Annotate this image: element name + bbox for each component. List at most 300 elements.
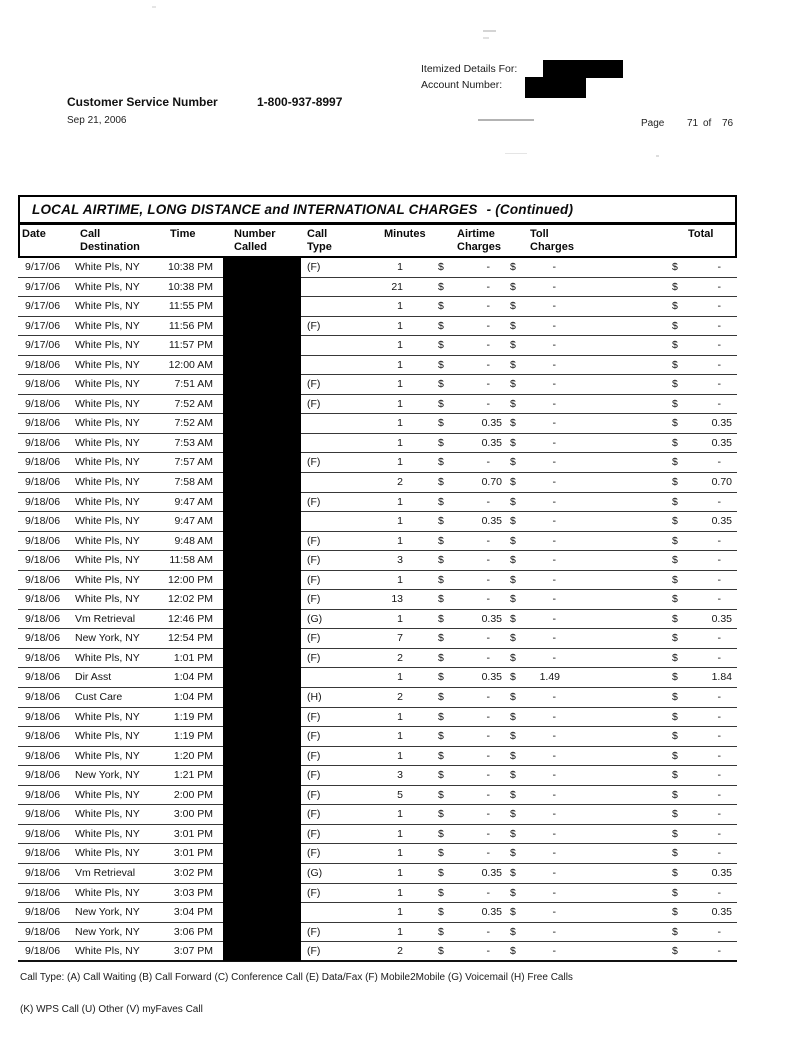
cell-airtime-value: 0.35	[481, 436, 502, 449]
page-total: 76	[722, 118, 734, 129]
cell-airtime-currency: $	[438, 417, 444, 430]
cell-destination: White Pls, NY	[75, 847, 140, 860]
table-row	[18, 434, 737, 454]
table-row	[18, 923, 737, 943]
cell-minutes: 3	[397, 554, 403, 567]
cell-destination: White Pls, NY	[75, 651, 140, 664]
cell-toll-value: -	[552, 593, 556, 606]
cell-total-value: -	[717, 651, 721, 664]
cell-airtime-value: 0.35	[481, 612, 502, 625]
cell-minutes: 1	[397, 612, 403, 625]
table-row	[18, 356, 737, 376]
cell-destination: White Pls, NY	[75, 300, 140, 313]
cell-minutes: 2	[397, 651, 403, 664]
cell-time: 12:46 PM	[168, 612, 213, 625]
cell-total-currency: $	[672, 417, 678, 430]
cell-destination: White Pls, NY	[75, 827, 140, 840]
cell-time: 1:19 PM	[173, 730, 213, 743]
cell-toll-currency: $	[510, 866, 516, 879]
cell-date: 9/18/06	[25, 593, 61, 606]
cell-time: 9:48 AM	[174, 534, 213, 547]
cell-destination: White Pls, NY	[75, 573, 140, 586]
cell-time: 3:06 PM	[173, 925, 213, 938]
cell-total-currency: $	[672, 925, 678, 938]
table-row	[18, 610, 737, 630]
cell-airtime-currency: $	[438, 378, 444, 391]
cell-time: 3:03 PM	[173, 886, 213, 899]
cell-airtime-currency: $	[438, 925, 444, 938]
cell-toll-currency: $	[510, 515, 516, 528]
cell-toll-currency: $	[510, 397, 516, 410]
cell-time: 1:04 PM	[173, 691, 213, 704]
cell-total-value: -	[717, 632, 721, 645]
cell-time: 12:00 PM	[168, 573, 213, 586]
cell-destination: Cust Care	[75, 691, 123, 704]
cell-call-type: (F)	[307, 749, 321, 762]
cell-airtime-currency: $	[438, 300, 444, 313]
cell-total-value: -	[717, 319, 721, 332]
cell-toll-value: -	[552, 319, 556, 332]
cell-destination: White Pls, NY	[75, 788, 140, 801]
customer-service-label: Customer Service Number	[67, 95, 218, 109]
cell-total-value: -	[717, 280, 721, 293]
cell-destination: White Pls, NY	[75, 945, 140, 958]
cell-call-type: (F)	[307, 378, 321, 391]
cell-airtime-currency: $	[438, 593, 444, 606]
cell-date: 9/18/06	[25, 730, 61, 743]
cell-airtime-value: -	[486, 593, 490, 606]
cell-total-currency: $	[672, 495, 678, 508]
cell-destination: White Pls, NY	[75, 456, 140, 469]
cell-airtime-currency: $	[438, 691, 444, 704]
cell-call-type: (F)	[307, 593, 321, 606]
cell-minutes: 1	[397, 573, 403, 586]
cell-toll-currency: $	[510, 906, 516, 919]
cell-total-currency: $	[672, 300, 678, 313]
cell-total-value: -	[717, 710, 721, 723]
cell-time: 3:07 PM	[173, 945, 213, 958]
cell-call-type: (F)	[307, 651, 321, 664]
cell-total-currency: $	[672, 691, 678, 704]
cell-total-currency: $	[672, 710, 678, 723]
table-row	[18, 747, 737, 767]
cell-destination: White Pls, NY	[75, 495, 140, 508]
cell-date: 9/18/06	[25, 749, 61, 762]
cell-total-value: -	[717, 573, 721, 586]
table-row	[18, 375, 737, 395]
cell-call-type: (F)	[307, 945, 321, 958]
redaction-box-account	[525, 77, 586, 98]
cell-minutes: 1	[397, 261, 403, 273]
table-row	[18, 629, 737, 649]
cell-airtime-value: -	[486, 651, 490, 664]
cell-time: 10:38 PM	[168, 280, 213, 293]
cell-call-type: (F)	[307, 495, 321, 508]
cell-time: 7:53 AM	[174, 436, 213, 449]
cell-toll-currency: $	[510, 495, 516, 508]
cell-total-currency: $	[672, 261, 678, 273]
cell-toll-currency: $	[510, 847, 516, 860]
cell-destination: New York, NY	[75, 925, 140, 938]
cell-minutes: 2	[397, 691, 403, 704]
cell-airtime-value: -	[486, 300, 490, 313]
cell-airtime-currency: $	[438, 886, 444, 899]
col-header-destination: Call Destination	[80, 228, 140, 253]
cell-airtime-currency: $	[438, 730, 444, 743]
cell-minutes: 1	[397, 378, 403, 391]
call-type-legend-line2: (K) WPS Call (U) Other (V) myFaves Call	[20, 1004, 203, 1015]
cell-airtime-currency: $	[438, 261, 444, 273]
cell-date: 9/18/06	[25, 945, 61, 958]
cell-date: 9/18/06	[25, 476, 61, 489]
table-row	[18, 532, 737, 552]
scan-artifact	[478, 119, 534, 121]
cell-call-type: (F)	[307, 554, 321, 567]
cell-total-value: 0.35	[711, 417, 732, 430]
cell-destination: White Pls, NY	[75, 417, 140, 430]
cell-time: 3:00 PM	[173, 808, 213, 821]
cell-airtime-currency: $	[438, 788, 444, 801]
cell-call-type: (F)	[307, 710, 321, 723]
cell-time: 11:58 AM	[169, 554, 213, 567]
cell-toll-currency: $	[510, 417, 516, 430]
cell-destination: New York, NY	[75, 906, 140, 919]
cell-total-currency: $	[672, 769, 678, 782]
cell-toll-currency: $	[510, 476, 516, 489]
cell-toll-currency: $	[510, 280, 516, 293]
scan-artifact	[483, 37, 489, 39]
page-indicator-label: Page	[641, 118, 665, 129]
table-row	[18, 297, 737, 317]
cell-destination: White Pls, NY	[75, 554, 140, 567]
cell-call-type: (F)	[307, 730, 321, 743]
cell-airtime-value: -	[486, 358, 490, 371]
cell-airtime-value: -	[486, 769, 490, 782]
cell-minutes: 21	[391, 280, 403, 293]
cell-date: 9/18/06	[25, 671, 61, 684]
cell-airtime-currency: $	[438, 945, 444, 958]
cell-time: 12:00 AM	[168, 358, 213, 371]
cell-airtime-value: -	[486, 788, 490, 801]
cell-minutes: 2	[397, 945, 403, 958]
cell-airtime-value: -	[486, 730, 490, 743]
cell-date: 9/18/06	[25, 788, 61, 801]
cell-airtime-value: -	[486, 573, 490, 586]
cell-total-value: -	[717, 456, 721, 469]
cell-total-value: -	[717, 925, 721, 938]
itemized-details-label: Itemized Details For:	[421, 63, 518, 75]
cell-date: 9/17/06	[25, 339, 61, 352]
cell-airtime-value: -	[486, 749, 490, 762]
cell-time: 11:55 PM	[168, 300, 213, 313]
cell-minutes: 1	[397, 808, 403, 821]
cell-airtime-value: -	[486, 710, 490, 723]
cell-total-value: -	[717, 691, 721, 704]
cell-date: 9/17/06	[25, 300, 61, 313]
cell-toll-value: -	[552, 827, 556, 840]
cell-airtime-value: -	[486, 534, 490, 547]
cell-airtime-currency: $	[438, 632, 444, 645]
cell-total-value: -	[717, 554, 721, 567]
cell-total-value: -	[717, 769, 721, 782]
cell-total-value: -	[717, 300, 721, 313]
cell-toll-value: -	[552, 280, 556, 293]
table-row	[18, 708, 737, 728]
table-row	[18, 766, 737, 786]
cell-date: 9/18/06	[25, 651, 61, 664]
cell-time: 12:02 PM	[168, 593, 213, 606]
cell-total-value: -	[717, 886, 721, 899]
cell-toll-currency: $	[510, 593, 516, 606]
cell-minutes: 5	[397, 788, 403, 801]
cell-minutes: 1	[397, 671, 403, 684]
cell-airtime-currency: $	[438, 534, 444, 547]
cell-destination: White Pls, NY	[75, 280, 140, 293]
cell-toll-value: -	[552, 300, 556, 313]
cell-airtime-currency: $	[438, 554, 444, 567]
cell-toll-value: -	[552, 749, 556, 762]
cell-total-value: -	[717, 358, 721, 371]
table-row	[18, 336, 737, 356]
cell-total-currency: $	[672, 827, 678, 840]
cell-toll-currency: $	[510, 827, 516, 840]
cell-toll-value: -	[552, 339, 556, 352]
cell-airtime-currency: $	[438, 280, 444, 293]
cell-minutes: 1	[397, 710, 403, 723]
cell-toll-value: -	[552, 417, 556, 430]
cell-total-value: -	[717, 495, 721, 508]
cell-toll-currency: $	[510, 788, 516, 801]
cell-toll-value: -	[552, 476, 556, 489]
cell-call-type: (H)	[307, 691, 322, 704]
cell-toll-value: -	[552, 847, 556, 860]
cell-total-currency: $	[672, 866, 678, 879]
table-row	[18, 551, 737, 571]
col-header-toll: Toll Charges	[530, 228, 575, 253]
cell-date: 9/18/06	[25, 573, 61, 586]
cell-minutes: 1	[397, 534, 403, 547]
cell-total-value: -	[717, 808, 721, 821]
table-header-row	[20, 225, 735, 258]
cell-time: 11:56 PM	[168, 319, 213, 332]
cell-date: 9/17/06	[25, 280, 61, 293]
cell-destination: New York, NY	[75, 769, 140, 782]
cell-toll-currency: $	[510, 749, 516, 762]
cell-date: 9/18/06	[25, 769, 61, 782]
cell-airtime-value: -	[486, 945, 490, 958]
cell-toll-value: -	[552, 456, 556, 469]
cell-airtime-currency: $	[438, 436, 444, 449]
cell-date: 9/18/06	[25, 612, 61, 625]
table-row	[18, 903, 737, 923]
cell-call-type: (F)	[307, 456, 321, 469]
cell-total-currency: $	[672, 651, 678, 664]
cell-airtime-currency: $	[438, 495, 444, 508]
cell-date: 9/18/06	[25, 808, 61, 821]
cell-airtime-value: 0.70	[481, 476, 502, 489]
cell-minutes: 1	[397, 866, 403, 879]
cell-time: 9:47 AM	[174, 515, 213, 528]
redaction-box-recipient	[543, 60, 623, 78]
cell-total-value: -	[717, 788, 721, 801]
cell-call-type: (F)	[307, 847, 321, 860]
cell-airtime-value: 0.35	[481, 671, 502, 684]
cell-airtime-currency: $	[438, 515, 444, 528]
page-of-label: of	[703, 118, 712, 129]
cell-airtime-value: -	[486, 495, 490, 508]
cell-time: 3:01 PM	[173, 827, 213, 840]
cell-time: 1:01 PM	[173, 651, 213, 664]
cell-airtime-currency: $	[438, 358, 444, 371]
cell-time: 7:57 AM	[174, 456, 213, 469]
col-header-airtime: Airtime Charges	[457, 228, 502, 253]
cell-airtime-value: -	[486, 339, 490, 352]
table-row	[18, 571, 737, 591]
cell-time: 1:04 PM	[173, 671, 213, 684]
cell-toll-value: -	[552, 436, 556, 449]
cell-total-value: 0.35	[711, 515, 732, 528]
cell-date: 9/18/06	[25, 358, 61, 371]
cell-date: 9/18/06	[25, 632, 61, 645]
cell-destination: White Pls, NY	[75, 593, 140, 606]
cell-total-currency: $	[672, 554, 678, 567]
cell-total-currency: $	[672, 573, 678, 586]
table-row	[18, 258, 737, 278]
col-header-minutes: Minutes	[384, 228, 426, 240]
cell-time: 3:04 PM	[173, 906, 213, 919]
cell-toll-value: -	[552, 925, 556, 938]
cell-airtime-value: -	[486, 632, 490, 645]
cell-total-currency: $	[672, 788, 678, 801]
cell-total-currency: $	[672, 280, 678, 293]
table-body	[18, 258, 737, 962]
cell-total-value: 0.35	[711, 436, 732, 449]
cell-call-type: (F)	[307, 397, 321, 410]
cell-toll-currency: $	[510, 632, 516, 645]
cell-airtime-value: -	[486, 808, 490, 821]
cell-date: 9/18/06	[25, 515, 61, 528]
cell-total-value: -	[717, 730, 721, 743]
cell-time: 1:21 PM	[173, 769, 213, 782]
cell-minutes: 3	[397, 769, 403, 782]
cell-airtime-value: -	[486, 886, 490, 899]
cell-time: 3:02 PM	[173, 866, 213, 879]
cell-total-currency: $	[672, 671, 678, 684]
cell-date: 9/18/06	[25, 417, 61, 430]
table-row	[18, 414, 737, 434]
table-row	[18, 317, 737, 337]
table-row	[18, 727, 737, 747]
cell-total-currency: $	[672, 397, 678, 410]
col-header-call-type: Call Type	[307, 228, 332, 253]
cell-minutes: 2	[397, 476, 403, 489]
cell-total-value: -	[717, 945, 721, 958]
cell-toll-currency: $	[510, 691, 516, 704]
cell-call-type: (F)	[307, 769, 321, 782]
cell-total-value: -	[717, 378, 721, 391]
cell-total-currency: $	[672, 612, 678, 625]
cell-destination: White Pls, NY	[75, 886, 140, 899]
table-row	[18, 649, 737, 669]
cell-date: 9/18/06	[25, 847, 61, 860]
cell-date: 9/18/06	[25, 710, 61, 723]
cell-airtime-currency: $	[438, 769, 444, 782]
cell-destination: Dir Asst	[75, 671, 112, 684]
page-current: 71	[687, 118, 699, 129]
cell-destination: White Pls, NY	[75, 515, 140, 528]
cell-minutes: 1	[397, 730, 403, 743]
cell-call-type: (G)	[307, 612, 323, 625]
charges-table-head	[18, 195, 737, 258]
cell-toll-currency: $	[510, 573, 516, 586]
cell-total-value: 0.70	[711, 476, 732, 489]
cell-date: 9/18/06	[25, 456, 61, 469]
cell-airtime-currency: $	[438, 339, 444, 352]
cell-airtime-currency: $	[438, 651, 444, 664]
cell-airtime-currency: $	[438, 866, 444, 879]
cell-toll-currency: $	[510, 534, 516, 547]
cell-airtime-currency: $	[438, 319, 444, 332]
cell-total-value: 1.84	[711, 671, 732, 684]
redaction-box-number-called-column	[223, 258, 301, 961]
cell-airtime-value: -	[486, 554, 490, 567]
cell-airtime-currency: $	[438, 827, 444, 840]
col-header-total: Total	[688, 228, 714, 240]
cell-destination: White Pls, NY	[75, 397, 140, 410]
cell-toll-value: -	[552, 651, 556, 664]
cell-toll-currency: $	[510, 358, 516, 371]
cell-minutes: 1	[397, 515, 403, 528]
cell-minutes: 13	[391, 593, 403, 606]
table-row	[18, 844, 737, 864]
cell-destination: Vm Retrieval	[75, 866, 136, 879]
cell-airtime-currency: $	[438, 749, 444, 762]
table-row	[18, 942, 737, 962]
cell-total-value: -	[717, 397, 721, 410]
cell-airtime-value: -	[486, 827, 490, 840]
cell-call-type: (F)	[307, 261, 321, 273]
cell-toll-value: -	[552, 808, 556, 821]
cell-airtime-currency: $	[438, 456, 444, 469]
cell-total-currency: $	[672, 886, 678, 899]
table-row	[18, 278, 737, 298]
cell-airtime-currency: $	[438, 847, 444, 860]
cell-date: 9/17/06	[25, 261, 61, 273]
cell-airtime-value: -	[486, 261, 490, 273]
cell-toll-value: -	[552, 710, 556, 723]
cell-toll-currency: $	[510, 651, 516, 664]
cell-total-value: -	[717, 261, 721, 273]
cell-toll-value: -	[552, 534, 556, 547]
table-row	[18, 512, 737, 532]
cell-date: 9/18/06	[25, 866, 61, 879]
cell-toll-value: -	[552, 906, 556, 919]
cell-toll-currency: $	[510, 769, 516, 782]
cell-total-value: -	[717, 593, 721, 606]
cell-airtime-currency: $	[438, 808, 444, 821]
cell-toll-value: -	[552, 886, 556, 899]
cell-total-value: -	[717, 847, 721, 860]
cell-time: 2:00 PM	[173, 788, 213, 801]
table-row	[18, 864, 737, 884]
cell-airtime-currency: $	[438, 397, 444, 410]
cell-destination: White Pls, NY	[75, 319, 140, 332]
cell-total-currency: $	[672, 730, 678, 743]
cell-total-currency: $	[672, 436, 678, 449]
cell-time: 7:52 AM	[174, 417, 213, 430]
cell-toll-currency: $	[510, 925, 516, 938]
cell-call-type: (F)	[307, 788, 321, 801]
